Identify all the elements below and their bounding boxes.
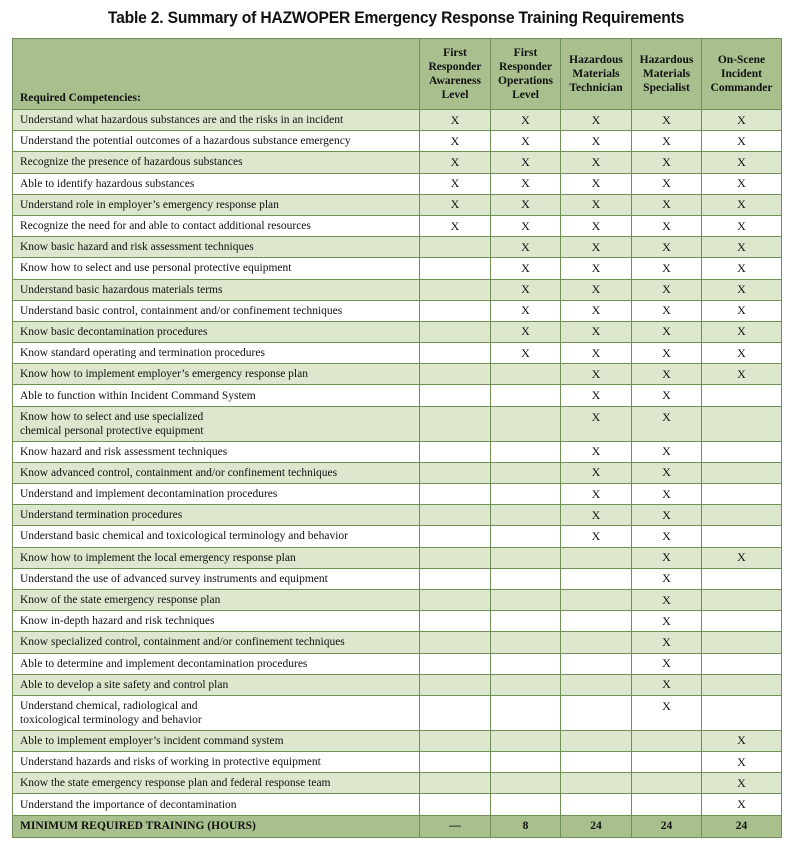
footer-hours: 24 [561, 815, 632, 837]
requirement-mark: X [491, 258, 561, 279]
table-row [13, 321, 782, 342]
requirement-mark: X [491, 110, 561, 131]
requirement-mark: X [561, 321, 632, 342]
table-row [13, 484, 782, 505]
requirement-mark [491, 695, 561, 730]
level-header-operations [491, 39, 561, 110]
requirement-mark [420, 300, 491, 321]
requirement-mark [491, 730, 561, 751]
level-header-line: Technician [569, 82, 623, 94]
requirement-mark: X [491, 321, 561, 342]
requirement-mark: X [702, 279, 782, 300]
requirement-mark: X [420, 131, 491, 152]
requirement-mark [561, 568, 632, 589]
competency-text: Know how to implement employer’s emergency response plan [20, 368, 308, 381]
requirement-mark [632, 730, 702, 751]
requirement-mark: X [561, 110, 632, 131]
table-row [13, 773, 782, 794]
table-row [13, 632, 782, 653]
level-header-commander [702, 39, 782, 110]
competency-text: Understand hazards and risks of working in protective equipment [20, 756, 321, 769]
table-row [13, 364, 782, 385]
level-header-line: Specialist [643, 82, 690, 94]
requirement-mark [702, 653, 782, 674]
competency-text: Know hazard and risk assessment techniques [20, 445, 228, 458]
competency-label [13, 794, 420, 815]
competency-label [13, 674, 420, 695]
requirement-mark [420, 674, 491, 695]
requirement-mark [491, 611, 561, 632]
requirement-mark [702, 484, 782, 505]
competencies-header: Required Competencies: [13, 39, 420, 110]
requirement-mark: X [561, 173, 632, 194]
requirement-mark: X [632, 215, 702, 236]
requirement-mark [632, 773, 702, 794]
competency-text: Know advanced control, containment and/or confinement techniques [20, 466, 338, 479]
requirement-mark: X [702, 752, 782, 773]
footer-hours: — [420, 815, 491, 837]
competency-text: Know how to select and use personal protective equipment [20, 262, 292, 275]
competency-label [13, 730, 420, 751]
requirement-mark: X [702, 321, 782, 342]
requirement-mark: X [702, 152, 782, 173]
requirement-mark: X [561, 526, 632, 547]
requirement-mark [561, 611, 632, 632]
requirement-mark: X [702, 110, 782, 131]
competency-text: Able to identify hazardous substances [20, 177, 195, 190]
competency-label [13, 589, 420, 610]
requirement-mark: X [632, 611, 702, 632]
table-row [13, 674, 782, 695]
requirement-mark: X [420, 215, 491, 236]
requirement-mark [491, 364, 561, 385]
competency-label [13, 279, 420, 300]
requirement-mark: X [561, 343, 632, 364]
requirement-mark: X [702, 215, 782, 236]
competency-text: Understand the potential outcomes of a hazardous substance emergency [20, 135, 351, 148]
requirement-mark: X [420, 173, 491, 194]
requirement-mark: X [702, 237, 782, 258]
competency-label [13, 215, 420, 236]
competency-label [13, 364, 420, 385]
requirement-mark: X [702, 194, 782, 215]
requirement-mark [561, 674, 632, 695]
requirement-mark: X [702, 730, 782, 751]
competency-label [13, 632, 420, 653]
table-row [13, 406, 782, 441]
competency-label [13, 343, 420, 364]
requirement-mark: X [702, 364, 782, 385]
requirement-mark: X [632, 131, 702, 152]
level-header-line: Materials [572, 68, 620, 80]
table-row [13, 343, 782, 364]
competency-text: Know how to select and use specialized [20, 410, 204, 423]
requirement-mark [561, 773, 632, 794]
requirement-mark [561, 653, 632, 674]
competency-text: Know basic hazard and risk assessment techniques [20, 241, 254, 254]
requirement-mark [420, 568, 491, 589]
requirement-mark [491, 568, 561, 589]
level-header-line: Level [441, 89, 469, 101]
requirement-mark [632, 752, 702, 773]
competency-label [13, 611, 420, 632]
competency-text: Know in-depth hazard and risk techniques [20, 615, 215, 628]
requirement-mark [420, 730, 491, 751]
requirement-mark: X [702, 258, 782, 279]
competency-label [13, 237, 420, 258]
requirement-mark [420, 343, 491, 364]
level-header-line: Incident [721, 68, 762, 80]
requirement-mark [702, 526, 782, 547]
requirement-mark: X [632, 152, 702, 173]
competency-label [13, 173, 420, 194]
table-title: Table 2. Summary of HAZWOPER Emergency Response Training Requirements [107, 8, 685, 27]
requirement-mark: X [561, 385, 632, 406]
requirement-mark: X [632, 568, 702, 589]
competency-text: Recognize the need for and able to contact additional resources [20, 220, 311, 233]
table-row [13, 385, 782, 406]
competency-text: Able to determine and implement decontamination procedures [20, 657, 308, 670]
requirement-mark [420, 462, 491, 483]
competency-text: Understand basic control, containment and/or confinement techniques [20, 304, 343, 317]
requirement-mark [420, 589, 491, 610]
requirement-mark: X [632, 484, 702, 505]
competency-text: Able to function within Incident Command System [20, 389, 256, 402]
requirement-mark: X [632, 505, 702, 526]
competency-text: toxicological terminology and behavior [20, 713, 202, 726]
level-header-line: Responder [428, 61, 482, 73]
competency-label [13, 110, 420, 131]
requirement-mark [420, 773, 491, 794]
requirement-mark [702, 462, 782, 483]
level-header-line: Responder [498, 61, 553, 73]
requirement-mark: X [491, 279, 561, 300]
requirement-mark: X [632, 674, 702, 695]
requirement-mark [561, 547, 632, 568]
requirement-mark [491, 526, 561, 547]
requirement-mark: X [632, 589, 702, 610]
level-header-specialist [632, 39, 702, 110]
requirement-mark: X [632, 547, 702, 568]
competency-text: Understand chemical, radiological and [20, 699, 198, 712]
requirement-mark: X [702, 773, 782, 794]
requirement-mark [702, 632, 782, 653]
requirement-mark: X [632, 258, 702, 279]
competency-label [13, 406, 420, 441]
requirement-mark: X [632, 526, 702, 547]
table-row [13, 611, 782, 632]
requirement-mark: X [632, 173, 702, 194]
competency-label [13, 321, 420, 342]
competency-text: Understand role in employer’s emergency response plan [20, 198, 279, 211]
table-row [13, 730, 782, 751]
table-row [13, 279, 782, 300]
competency-label [13, 462, 420, 483]
requirement-mark [561, 632, 632, 653]
requirement-mark [561, 589, 632, 610]
competency-label [13, 131, 420, 152]
table-row [13, 300, 782, 321]
footer-hours: 8 [491, 815, 561, 837]
table-row [13, 526, 782, 547]
table-row [13, 589, 782, 610]
requirement-mark [420, 547, 491, 568]
level-header-line: First [513, 47, 538, 59]
table-row [13, 794, 782, 815]
table-row [13, 110, 782, 131]
competency-label [13, 300, 420, 321]
requirement-mark [702, 589, 782, 610]
competency-label [13, 695, 420, 730]
requirement-mark: X [491, 194, 561, 215]
requirement-mark [420, 632, 491, 653]
footer-hours: 24 [632, 815, 702, 837]
competency-text: Know standard operating and termination procedures [20, 347, 265, 360]
competency-label [13, 152, 420, 173]
training-requirements-table [12, 38, 782, 838]
level-header-line: Materials [642, 68, 691, 80]
level-header-line: Awareness [429, 75, 481, 87]
requirement-mark: X [702, 547, 782, 568]
requirement-mark [420, 505, 491, 526]
requirement-mark: X [561, 300, 632, 321]
competency-label [13, 505, 420, 526]
requirement-mark: X [632, 632, 702, 653]
requirement-mark [702, 568, 782, 589]
requirement-mark: X [420, 194, 491, 215]
requirement-mark [420, 441, 491, 462]
table-row [13, 258, 782, 279]
competency-text: Know of the state emergency response plan [20, 594, 221, 607]
requirement-mark: X [702, 794, 782, 815]
requirement-mark [561, 794, 632, 815]
level-header-line: Hazardous [639, 54, 694, 66]
requirement-mark: X [632, 695, 702, 730]
requirement-mark [420, 752, 491, 773]
competency-label [13, 526, 420, 547]
requirement-mark [632, 794, 702, 815]
requirement-mark: X [632, 441, 702, 462]
level-header-line: First [443, 47, 467, 59]
requirement-mark: X [632, 462, 702, 483]
level-header-technician [561, 39, 632, 110]
level-header-line: Hazardous [569, 54, 623, 66]
table-row [13, 653, 782, 674]
table-row [13, 215, 782, 236]
requirement-mark [561, 752, 632, 773]
competency-label [13, 484, 420, 505]
requirement-mark: X [491, 300, 561, 321]
requirement-mark [702, 611, 782, 632]
requirement-mark [420, 237, 491, 258]
requirement-mark [420, 653, 491, 674]
requirement-mark [491, 547, 561, 568]
requirement-mark [420, 695, 491, 730]
requirement-mark [702, 441, 782, 462]
requirement-mark [420, 484, 491, 505]
requirement-mark: X [420, 110, 491, 131]
requirement-mark: X [561, 258, 632, 279]
requirement-mark [561, 695, 632, 730]
table-row [13, 695, 782, 730]
requirement-mark [420, 364, 491, 385]
requirement-mark [702, 674, 782, 695]
requirement-mark [702, 406, 782, 441]
requirement-mark [491, 589, 561, 610]
requirement-mark: X [632, 364, 702, 385]
requirement-mark: X [561, 505, 632, 526]
competency-label [13, 568, 420, 589]
competency-text: Know how to implement the local emergency response plan [20, 551, 296, 564]
table-row [13, 131, 782, 152]
competency-text: Recognize the presence of hazardous substances [20, 156, 243, 169]
requirement-mark [420, 279, 491, 300]
requirement-mark: X [632, 237, 702, 258]
competency-rows [13, 110, 782, 816]
requirement-mark [491, 653, 561, 674]
requirement-mark: X [491, 173, 561, 194]
table-row [13, 152, 782, 173]
requirement-mark: X [702, 173, 782, 194]
requirement-mark: X [702, 343, 782, 364]
requirement-mark: X [561, 237, 632, 258]
table-row [13, 173, 782, 194]
footer-row [13, 815, 782, 837]
requirement-mark [491, 462, 561, 483]
requirement-mark [491, 406, 561, 441]
requirement-mark: X [632, 343, 702, 364]
requirement-mark: X [632, 279, 702, 300]
requirement-mark: X [632, 300, 702, 321]
competency-text: Know the state emergency response plan and federal response team [20, 777, 331, 790]
header-row [13, 39, 782, 110]
requirement-mark: X [561, 131, 632, 152]
requirement-mark: X [632, 406, 702, 441]
table-row [13, 237, 782, 258]
requirement-mark [420, 794, 491, 815]
requirement-mark [420, 406, 491, 441]
table-row [13, 752, 782, 773]
requirement-mark: X [561, 462, 632, 483]
requirement-mark [491, 674, 561, 695]
table-row [13, 194, 782, 215]
competency-label [13, 441, 420, 462]
competency-label [13, 773, 420, 794]
requirement-mark [491, 752, 561, 773]
competency-label [13, 752, 420, 773]
requirement-mark: X [561, 215, 632, 236]
competency-text: Understand and implement decontamination procedures [20, 488, 278, 501]
competency-text: Know specialized control, containment and/or confinement techniques [20, 636, 345, 649]
requirement-mark [420, 611, 491, 632]
competency-label [13, 547, 420, 568]
requirement-mark [491, 773, 561, 794]
level-header-line: Level [512, 89, 539, 101]
competency-label [13, 194, 420, 215]
competency-text: Understand the importance of decontamination [20, 798, 237, 811]
requirement-mark: X [632, 653, 702, 674]
requirement-mark: X [561, 279, 632, 300]
requirement-mark: X [632, 385, 702, 406]
table-row [13, 547, 782, 568]
requirement-mark [561, 730, 632, 751]
table-row [13, 462, 782, 483]
competency-text: Understand basic hazardous materials terms [20, 283, 223, 296]
requirement-mark: X [632, 194, 702, 215]
competency-text: Able to develop a site safety and control plan [20, 678, 229, 691]
requirement-mark: X [491, 343, 561, 364]
competency-text: Able to implement employer’s incident command system [20, 734, 284, 747]
requirement-mark: X [491, 152, 561, 173]
requirement-mark: X [632, 110, 702, 131]
requirement-mark [420, 258, 491, 279]
requirement-mark [702, 505, 782, 526]
requirement-mark [491, 505, 561, 526]
competency-text: Understand what hazardous substances are and the risks in an incident [20, 114, 344, 127]
requirement-mark [702, 385, 782, 406]
footer-hours: 24 [702, 815, 782, 837]
requirement-mark: X [561, 364, 632, 385]
requirement-mark [702, 695, 782, 730]
requirement-mark: X [561, 441, 632, 462]
requirement-mark: X [632, 321, 702, 342]
table-row [13, 568, 782, 589]
competency-label [13, 653, 420, 674]
competency-text: Know basic decontamination procedures [20, 325, 208, 338]
requirement-mark: X [702, 131, 782, 152]
requirement-mark: X [420, 152, 491, 173]
level-header-line: Operations [498, 75, 553, 87]
requirement-mark: X [561, 406, 632, 441]
table-row [13, 505, 782, 526]
level-header-awareness [420, 39, 491, 110]
competency-text: Understand basic chemical and toxicological terminology and behavior [20, 530, 348, 543]
table-row [13, 441, 782, 462]
requirement-mark [491, 794, 561, 815]
footer-label: MINIMUM REQUIRED TRAINING (HOURS) [13, 815, 420, 837]
requirement-mark: X [561, 152, 632, 173]
requirement-mark: X [491, 237, 561, 258]
requirement-mark: X [702, 300, 782, 321]
competency-text: Understand termination procedures [20, 509, 183, 522]
competency-label [13, 258, 420, 279]
requirement-mark [420, 526, 491, 547]
competency-text: chemical personal protective equipment [20, 424, 204, 437]
competency-label [13, 385, 420, 406]
requirement-mark [420, 321, 491, 342]
requirement-mark: X [561, 194, 632, 215]
requirement-mark: X [561, 484, 632, 505]
requirement-mark [491, 632, 561, 653]
requirement-mark [491, 484, 561, 505]
requirement-mark [491, 385, 561, 406]
requirement-mark [491, 441, 561, 462]
requirement-mark [420, 385, 491, 406]
requirement-mark: X [491, 131, 561, 152]
level-header-line: On-Scene [717, 54, 766, 66]
requirement-mark: X [491, 215, 561, 236]
competency-text: Understand the use of advanced survey instruments and equipment [20, 572, 328, 585]
level-header-line: Commander [710, 82, 773, 94]
